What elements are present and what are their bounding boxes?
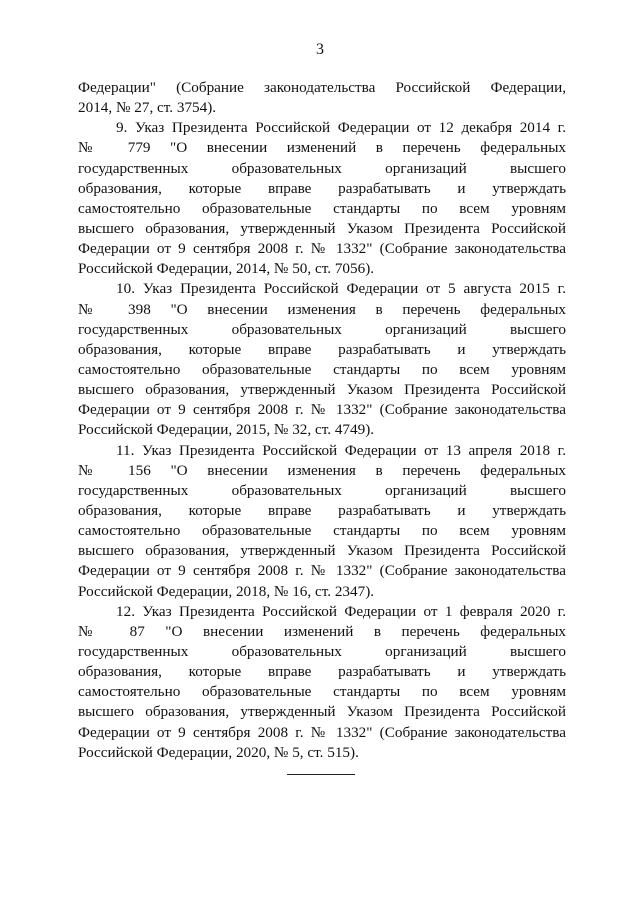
paragraph-continuation (78, 78, 566, 118)
text-line: 11. Указ Президента Российской Федерации от 13 апреля 2018 г. (116, 441, 566, 459)
text-line: 2014, № 27, ст. 3754). (78, 99, 217, 117)
text-line: Российской Федерации, 2018, № 16, ст. 2347). (78, 582, 375, 600)
paragraph-item-9 (78, 118, 566, 279)
text-line: Федерации от 9 сентября 2008 г. № 1332" (Собрание законодательства (78, 401, 566, 419)
text-line: Российской Федерации, 2020, № 5, ст. 515). (78, 743, 359, 761)
text-line: образования, которые вправе разрабатывать и утверждать (78, 179, 566, 197)
text-line: 10. Указ Президента Российской Федерации от 5 августа 2015 г. (116, 280, 566, 298)
text-line: государственных образовательных организаций высшего (78, 642, 566, 660)
text-line: № 779 "О внесении изменений в перечень федеральных (78, 139, 566, 157)
text-line: государственных образовательных организаций высшего (78, 159, 566, 177)
text-line: № 87 "О внесении изменений в перечень федеральных (78, 622, 566, 640)
text-line: образования, которые вправе разрабатывать и утверждать (78, 501, 566, 519)
text-line: № 398 "О внесении изменения в перечень федеральных (78, 300, 566, 318)
page-number: 3 (316, 41, 324, 58)
text-line: высшего образования, утвержденный Указом Президента Российской (78, 542, 566, 560)
text-line: 9. Указ Президента Российской Федерации от 12 декабря 2014 г. (116, 119, 566, 137)
text-line: Российской Федерации, 2014, № 50, ст. 7056). (78, 260, 375, 278)
text-line: государственных образовательных организаций высшего (78, 320, 566, 338)
end-separator-line (287, 774, 355, 775)
text-line: 12. Указ Президента Российской Федерации от 1 февраля 2020 г. (116, 602, 566, 620)
text-line: образования, которые вправе разрабатывать и утверждать (78, 340, 566, 358)
text-line: № 156 "О внесении изменения в перечень федеральных (78, 461, 566, 479)
text-line: самостоятельно образовательные стандарты по всем уровням (78, 360, 566, 378)
document-body (78, 78, 566, 763)
text-line: Федерации от 9 сентября 2008 г. № 1332" (Собрание законодательства (78, 562, 566, 580)
text-line: Федерации" (Собрание законодательства Российской Федерации, (78, 79, 566, 96)
paragraph-item-10 (78, 279, 566, 440)
text-line: самостоятельно образовательные стандарты по всем уровням (78, 199, 566, 217)
text-line: Федерации от 9 сентября 2008 г. № 1332" (Собрание законодательства (78, 723, 566, 741)
text-line: высшего образования, утвержденный Указом Президента Российской (78, 219, 566, 237)
text-line: образования, которые вправе разрабатывать и утверждать (78, 663, 566, 681)
paragraph-item-11 (78, 441, 566, 602)
text-line: высшего образования, утвержденный Указом Президента Российской (78, 381, 566, 399)
text-line: Федерации от 9 сентября 2008 г. № 1332" (Собрание законодательства (78, 240, 566, 258)
text-line: самостоятельно образовательные стандарты по всем уровням (78, 522, 566, 540)
text-line: самостоятельно образовательные стандарты по всем уровням (78, 683, 566, 701)
text-line: высшего образования, утвержденный Указом Президента Российской (78, 703, 566, 721)
text-line: государственных образовательных организаций высшего (78, 481, 566, 499)
paragraph-item-12 (78, 602, 566, 763)
text-line: Российской Федерации, 2015, № 32, ст. 4749). (78, 421, 375, 439)
